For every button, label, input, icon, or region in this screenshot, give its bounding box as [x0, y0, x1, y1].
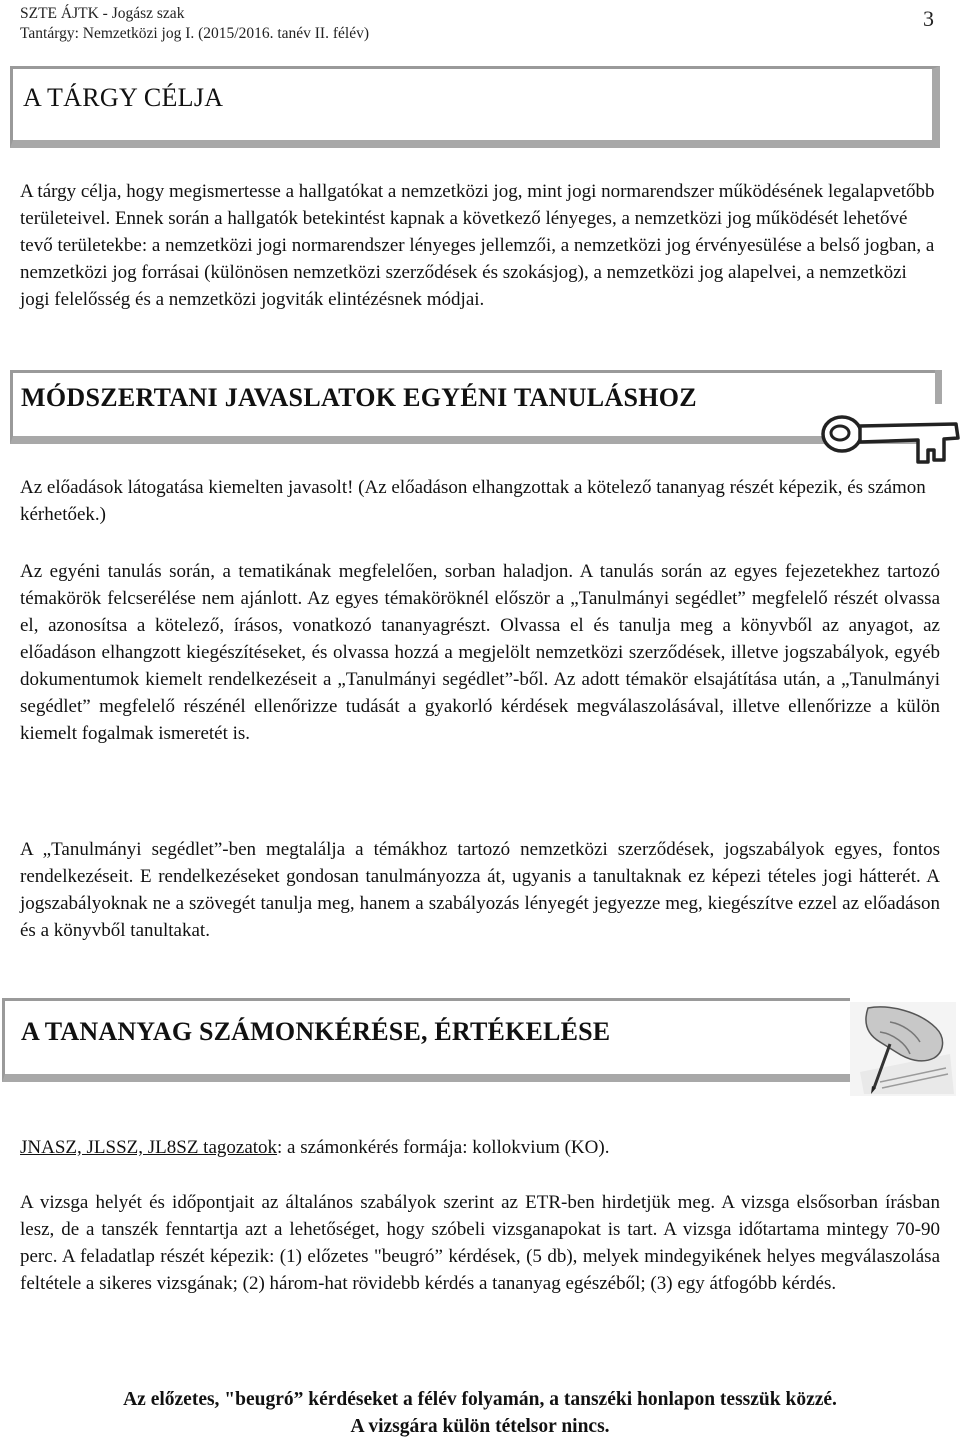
- section-title-box-targy-celja: [10, 66, 940, 148]
- closing-notice: [0, 1386, 960, 1440]
- key-icon: [816, 404, 960, 470]
- section-title-box-szamonkeres: [2, 998, 850, 1082]
- section-title: A TÁRGY CÉLJA: [23, 83, 224, 112]
- study-aid-paragraph: A „Tanulmányi segédlet”-ben megtalálja a témákhoz tartozó nemzetközi szerződések, jogszabályok egyes, fontos rendelkezéseit. E rendelkezéseket gondosan tanulmányozza át, ugyanis a tanultaknak ez képezi tételes jogi hátterét. A jogszabályoknak ne a szövegét tanulja meg, hanem a szabályozás lényegét jegyezze meg, kiegészítve ezzel az előadáson és a könyvből tanultakat.: [20, 839, 940, 941]
- closing-notice-line2: A vizsgára külön tételsor nincs.: [350, 1416, 610, 1437]
- header-institution: SZTE ÁJTK - Jogász szak: [20, 5, 185, 22]
- section-title: MÓDSZERTANI JAVASLATOK EGYÉNI TANULÁSHOZ: [21, 383, 697, 412]
- attendance-paragraph: Az előadások látogatása kiemelten javasolt! (Az előadáson elhangzottak a kötelező tananyag részét képezik, és számon kérhetőek.): [20, 477, 926, 525]
- self-study-paragraph: Az egyéni tanulás során, a tematikának megfelelően, sorban haladjon. A tanulás során az egyes fejezetekhez tartozó témakörök felcserélése nem ajánlott. Az egyes témaköröknél először a „Tanulmányi segédlet” megfelelő részét olvassa el, azonosítsa a kötelező, írásos, vonatkozó tananyagrészt. Olvassa el és tanulja meg a könyvből az anyagot, az előadáson elhangzott kiegészítéseket, és olvassa hozzá a megjelölt nemzetközi szerződések, illetve jogszabályok, egyéb dokumentumok kiemelt rendelkezéseit a „Tanulmányi segédlet”-ből. Az adott témakör elsajátítása után, a „Tanulmányi segédlet” megfelelő részénél ellenőrizze tudását a gyakorló kérdések megválaszolásával, illetve ellenőrizze a külön kiemelt fogalmak ismeretét is.: [20, 561, 940, 744]
- course-aim-paragraph: A tárgy célja, hogy megismertesse a hallgatókat a nemzetközi jog, mint jogi normarendszer működésének legalapvetőbb területeivel. Ennek során a hallgatók betekintést kapnak a következő lényeges, a nemzetközi jog működését lehetővé tevő területekbe: a nemzetközi jogi normarendszer lényeges jellemzői, a nemzetközi jog érvényesülése a belső jogban, a nemzetközi jog forrásai (különösen nemzetközi szerződések és szokásjog), a nemzetközi jog alapelvei, a nemzetközi jogi felelősség és a nemzetközi jogviták elintézésnek módjai.: [20, 181, 935, 310]
- page-number: 3: [923, 6, 934, 31]
- exam-form-line: [20, 1134, 940, 1161]
- exam-details-paragraph: A vizsga helyét és időpontjait az általános szabályok szerint az ETR-ben hirdetjük meg. A vizsga elsősorban írásban lesz, de a tanszék fenntartja azt a lehetőséget, hogy szóbeli vizsganapokat is tart. A vizsga időtartama mintegy 70-90 perc. A feladatlap részét képezik: (1) előzetes "beugró” kérdések, (5 db), melyek mindegyikének helyes megválaszolása feltétele a sikeres vizsgának; (2) három-hat rövidebb kérdés a tananyag egészéből; (3) egy átfogóbb kérdés.: [20, 1192, 940, 1294]
- page-header: [20, 4, 369, 44]
- section-title-box-modszertani: [10, 370, 942, 444]
- student-groups: JNASZ, JLSSZ, JL8SZ tagozatok: [20, 1137, 278, 1158]
- exam-form-text: : a számonkérés formája: kollokvium (KO).: [277, 1137, 610, 1158]
- box-border-stub: [935, 370, 942, 404]
- section-title: A TANANYAG SZÁMONKÉRÉSE, ÉRTÉKELÉSE: [21, 1017, 611, 1046]
- writing-hand-icon: [850, 1002, 956, 1096]
- header-subject: Tantárgy: Nemzetközi jog I. (2015/2016. tanév II. félév): [20, 25, 369, 42]
- closing-notice-line1: Az előzetes, "beugró” kérdéseket a félév folyamán, a tanszéki honlapon tesszük közzé.: [123, 1389, 837, 1410]
